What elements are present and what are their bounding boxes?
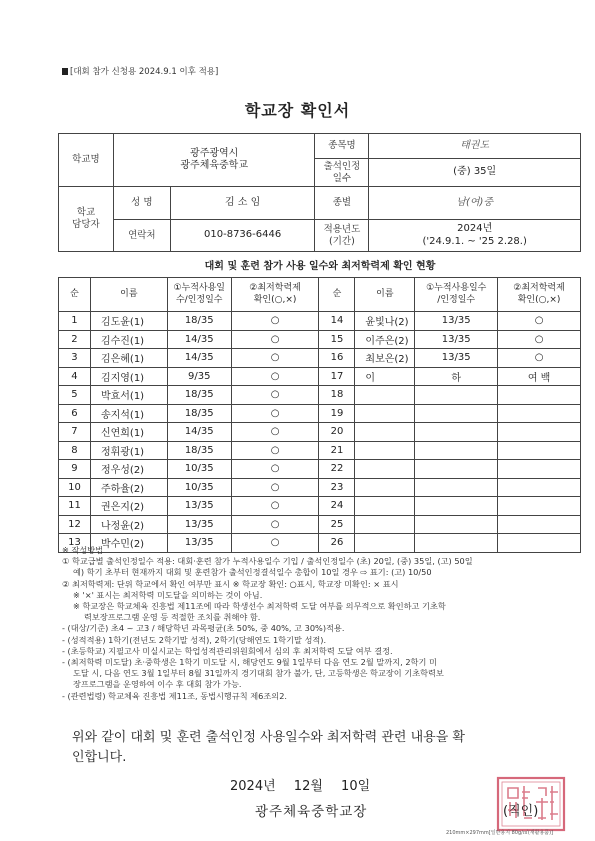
row-no: 12 bbox=[59, 515, 91, 534]
table-row bbox=[59, 478, 581, 497]
row-no-right: 25 bbox=[319, 515, 355, 534]
used-days-right bbox=[415, 423, 498, 442]
used-days: 18/35 bbox=[167, 386, 231, 405]
used-days: 18/35 bbox=[167, 312, 231, 331]
student-name-right bbox=[355, 423, 415, 442]
table-row bbox=[59, 441, 581, 460]
seal-label: (직인) bbox=[503, 804, 539, 819]
achievement-check: ○ bbox=[231, 441, 319, 460]
achievement-check-right: 여 백 bbox=[498, 367, 581, 386]
info-table bbox=[58, 133, 581, 252]
used-days: 14/35 bbox=[167, 349, 231, 368]
achievement-check: ○ bbox=[231, 460, 319, 479]
issue-date: 2024년 12월 10일 bbox=[230, 779, 371, 794]
table-row bbox=[59, 386, 581, 405]
row-no: 6 bbox=[59, 404, 91, 423]
used-days: 14/35 bbox=[167, 330, 231, 349]
table-row bbox=[59, 515, 581, 534]
student-name: 김은혜(1) bbox=[90, 349, 167, 368]
table-row bbox=[59, 497, 581, 516]
achievement-check-right bbox=[498, 423, 581, 442]
student-name: 김도윤(1) bbox=[90, 312, 167, 331]
section-subtitle: 대회 및 훈련 참가 사용 일수와 최저학력제 확인 현황 bbox=[204, 261, 436, 272]
used-days-right bbox=[415, 478, 498, 497]
achievement-check-right bbox=[498, 460, 581, 479]
signer-title: 광주체육중학교장 bbox=[255, 804, 368, 820]
instruction-line: - (초등학교) 지필고사 미실시교는 학업성적관리위원회에서 심의 후 최저학력 도달 여부 결정. bbox=[62, 645, 393, 656]
achievement-check-right: ○ bbox=[498, 312, 581, 331]
student-name-right bbox=[355, 497, 415, 516]
instruction-line: - (성적적용) 1학기(전년도 2학기말 성적), 2학기(당해연도 1학기말 성적). bbox=[62, 634, 327, 645]
instruction-line: ① 학교급별 출석인정일수 적용: 대회·훈련 참가 누적사용일수 기입 / 출석인정일수 (초) 20일, (중) 35일, (고) 50일 bbox=[62, 556, 473, 567]
col-header-check-right: ②최저학력제 확인(○,×) bbox=[498, 278, 581, 312]
col-header-no-right: 순 bbox=[319, 278, 355, 312]
used-days-right: 13/35 bbox=[415, 312, 498, 331]
used-days-right bbox=[415, 441, 498, 460]
row-no-right: 22 bbox=[319, 460, 355, 479]
used-days: 14/35 bbox=[167, 423, 231, 442]
student-name: 나정윤(2) bbox=[90, 515, 167, 534]
row-no-right: 14 bbox=[319, 312, 355, 331]
closing-statement: 위와 같이 대회 및 훈련 출석인정 사용일수와 최저학력 관련 내용을 확 인합니다. bbox=[72, 730, 465, 765]
instructions bbox=[62, 545, 582, 702]
student-name-right bbox=[355, 404, 415, 423]
table-row bbox=[59, 404, 581, 423]
col-header-days: ①누적사용일 수/인정일수 bbox=[167, 278, 231, 312]
instruction-line: ※ 학교장은 학교체육 진흥법 제11조에 따라 학생선수 최저학력 도달 여부를 의무적으로 확인하고 기초학 bbox=[73, 601, 446, 612]
student-name-right bbox=[355, 478, 415, 497]
used-days-right: 13/35 bbox=[415, 330, 498, 349]
col-header-name: 이름 bbox=[90, 278, 167, 312]
row-no: 2 bbox=[59, 330, 91, 349]
col-header-days-right: ①누적사용일수 /인정일수 bbox=[415, 278, 498, 312]
student-name: 박효서(1) bbox=[90, 386, 167, 405]
instruction-line: - (최저학력 미도달) 초·중학생은 1학기 미도달 시, 해당연도 9월 1일부터 다음 연도 2월 말까지, 2학기 미 bbox=[62, 657, 437, 668]
used-days: 13/35 bbox=[167, 515, 231, 534]
gender-value: 남(여)중 bbox=[369, 187, 581, 220]
student-name: 정휘광(1) bbox=[90, 441, 167, 460]
row-no: 5 bbox=[59, 386, 91, 405]
used-days: 13/35 bbox=[167, 497, 231, 516]
col-header-check: ②최저학력제 확인(○,×) bbox=[231, 278, 319, 312]
student-name-right: 윤빛나(2) bbox=[355, 312, 415, 331]
manager-name: 김 소 임 bbox=[170, 187, 315, 220]
gender-label: 종별 bbox=[315, 187, 369, 220]
used-days: 18/35 bbox=[167, 404, 231, 423]
used-days-right bbox=[415, 386, 498, 405]
school-name: 광주광역시 광주체육중학교 bbox=[113, 134, 315, 187]
student-name-right bbox=[355, 515, 415, 534]
achievement-check: ○ bbox=[231, 423, 319, 442]
used-days-right bbox=[415, 460, 498, 479]
row-no-right: 15 bbox=[319, 330, 355, 349]
used-days: 10/35 bbox=[167, 478, 231, 497]
used-days: 10/35 bbox=[167, 460, 231, 479]
achievement-check-right bbox=[498, 404, 581, 423]
row-no: 1 bbox=[59, 312, 91, 331]
student-name-right: 이주은(2) bbox=[355, 330, 415, 349]
achievement-check-right: ○ bbox=[498, 330, 581, 349]
achievement-check: ○ bbox=[231, 534, 319, 553]
student-name: 권은지(2) bbox=[90, 497, 167, 516]
row-no: 4 bbox=[59, 367, 91, 386]
table-row bbox=[59, 423, 581, 442]
row-no: 11 bbox=[59, 497, 91, 516]
row-no: 9 bbox=[59, 460, 91, 479]
used-days: 13/35 bbox=[167, 534, 231, 553]
row-no: 8 bbox=[59, 441, 91, 460]
attendance-label: 출석인정 일수 bbox=[315, 159, 369, 187]
instruction-line: 예) 학기 초부터 현재까지 대회 및 훈련참가 출석인정결석일수 총합이 10일 경우 ⇨ 표기: (고) 10/50 bbox=[73, 567, 432, 578]
student-name: 신연희(1) bbox=[90, 423, 167, 442]
achievement-check: ○ bbox=[231, 367, 319, 386]
used-days-right: 하 bbox=[415, 367, 498, 386]
student-name-right bbox=[355, 460, 415, 479]
achievement-check-right bbox=[498, 515, 581, 534]
student-name: 정우성(2) bbox=[90, 460, 167, 479]
student-name-right bbox=[355, 386, 415, 405]
contact-label: 연락처 bbox=[113, 220, 170, 252]
used-days: 18/35 bbox=[167, 441, 231, 460]
roster-header-row bbox=[59, 278, 581, 312]
row-no-right: 18 bbox=[319, 386, 355, 405]
student-name: 김지영(1) bbox=[90, 367, 167, 386]
row-no-right: 24 bbox=[319, 497, 355, 516]
sport-label: 종목명 bbox=[315, 134, 369, 159]
used-days-right bbox=[415, 404, 498, 423]
sport-value: 태권도 bbox=[369, 134, 581, 159]
row-no: 10 bbox=[59, 478, 91, 497]
student-name: 주하율(2) bbox=[90, 478, 167, 497]
square-bullet-icon bbox=[62, 68, 68, 75]
row-no: 13 bbox=[59, 534, 91, 553]
manager-label: 학교 담당자 bbox=[59, 187, 114, 252]
achievement-check: ○ bbox=[231, 478, 319, 497]
row-no-right: 19 bbox=[319, 404, 355, 423]
used-days: 9/35 bbox=[167, 367, 231, 386]
row-no-right: 17 bbox=[319, 367, 355, 386]
col-header-name-right: 이름 bbox=[355, 278, 415, 312]
row-no-right: 20 bbox=[319, 423, 355, 442]
student-name: 박수민(2) bbox=[90, 534, 167, 553]
year-label: 적용년도 (기간) bbox=[315, 220, 369, 252]
instruction-line: ※ 작성방법 bbox=[62, 545, 104, 555]
instruction-line: 력보장프로그램 운영 등 적절한 조치를 취해야 함. bbox=[84, 612, 261, 623]
instruction-line: 장프로그램을 운영하여 이수 후 대회 참가 가능. bbox=[73, 679, 242, 690]
achievement-check: ○ bbox=[231, 386, 319, 405]
attendance-value: (중) 35일 bbox=[369, 159, 581, 187]
instruction-line: ② 최저학력제: 단위 학교에서 확인 여부만 표시 ※ 학교장 확인: ○표시, 학교장 미확인: × 표시 bbox=[62, 578, 399, 589]
achievement-check: ○ bbox=[231, 349, 319, 368]
paper-spec-footer: 210mm×297mm[일반용지 80g/㎡(재활용품)] bbox=[446, 830, 554, 836]
school-label: 학교명 bbox=[59, 134, 114, 187]
student-name: 김수진(1) bbox=[90, 330, 167, 349]
header-tag: [대회 참가 신청용 2024.9.1 이후 적용] bbox=[62, 65, 218, 77]
name-label: 성 명 bbox=[113, 187, 170, 220]
achievement-check: ○ bbox=[231, 404, 319, 423]
achievement-check-right bbox=[498, 386, 581, 405]
col-header-no: 순 bbox=[59, 278, 91, 312]
achievement-check: ○ bbox=[231, 330, 319, 349]
row-no-right: 23 bbox=[319, 478, 355, 497]
table-row bbox=[59, 312, 581, 331]
instruction-line: ※ '×' 표시는 최저학력 미도달을 의미하는 것이 아님. bbox=[73, 589, 263, 600]
student-name-right: 최보은(2) bbox=[355, 349, 415, 368]
table-row bbox=[59, 460, 581, 479]
instruction-line: - (관련법령) 학교체육 진흥법 제11조, 동법시행규칙 제6조의2. bbox=[62, 690, 288, 701]
instruction-line: 도달 시, 다음 연도 3월 1일부터 8월 31일까지 경기대회 참가 불가, 단, 고등학생은 학교장이 기초학력보 bbox=[73, 668, 444, 679]
row-no-right: 16 bbox=[319, 349, 355, 368]
achievement-check: ○ bbox=[231, 312, 319, 331]
student-name-right: 이 bbox=[355, 367, 415, 386]
row-no: 7 bbox=[59, 423, 91, 442]
achievement-check-right bbox=[498, 441, 581, 460]
achievement-check: ○ bbox=[231, 515, 319, 534]
student-name-right bbox=[355, 441, 415, 460]
row-no-right: 21 bbox=[319, 441, 355, 460]
achievement-check: ○ bbox=[231, 497, 319, 516]
achievement-check-right bbox=[498, 497, 581, 516]
roster-table bbox=[58, 277, 581, 553]
table-row bbox=[59, 367, 581, 386]
instruction-line: - (대상/기준) 초4 ~ 고3 / 해당학년 과목평균(초 50%, 중 40%, 고 30%)적용. bbox=[62, 623, 345, 634]
table-row bbox=[59, 349, 581, 368]
year-value: 2024년 ('24.9.1. ~ '25 2.28.) bbox=[369, 220, 581, 252]
page-title: 학교장 확인서 bbox=[244, 101, 351, 120]
row-no-right: 26 bbox=[319, 534, 355, 553]
achievement-check-right bbox=[498, 478, 581, 497]
row-no: 3 bbox=[59, 349, 91, 368]
student-name: 송지석(1) bbox=[90, 404, 167, 423]
achievement-check-right: ○ bbox=[498, 349, 581, 368]
used-days-right: 13/35 bbox=[415, 349, 498, 368]
table-row bbox=[59, 330, 581, 349]
used-days-right bbox=[415, 515, 498, 534]
contact-value: 010-8736-6446 bbox=[170, 220, 315, 252]
used-days-right bbox=[415, 497, 498, 516]
